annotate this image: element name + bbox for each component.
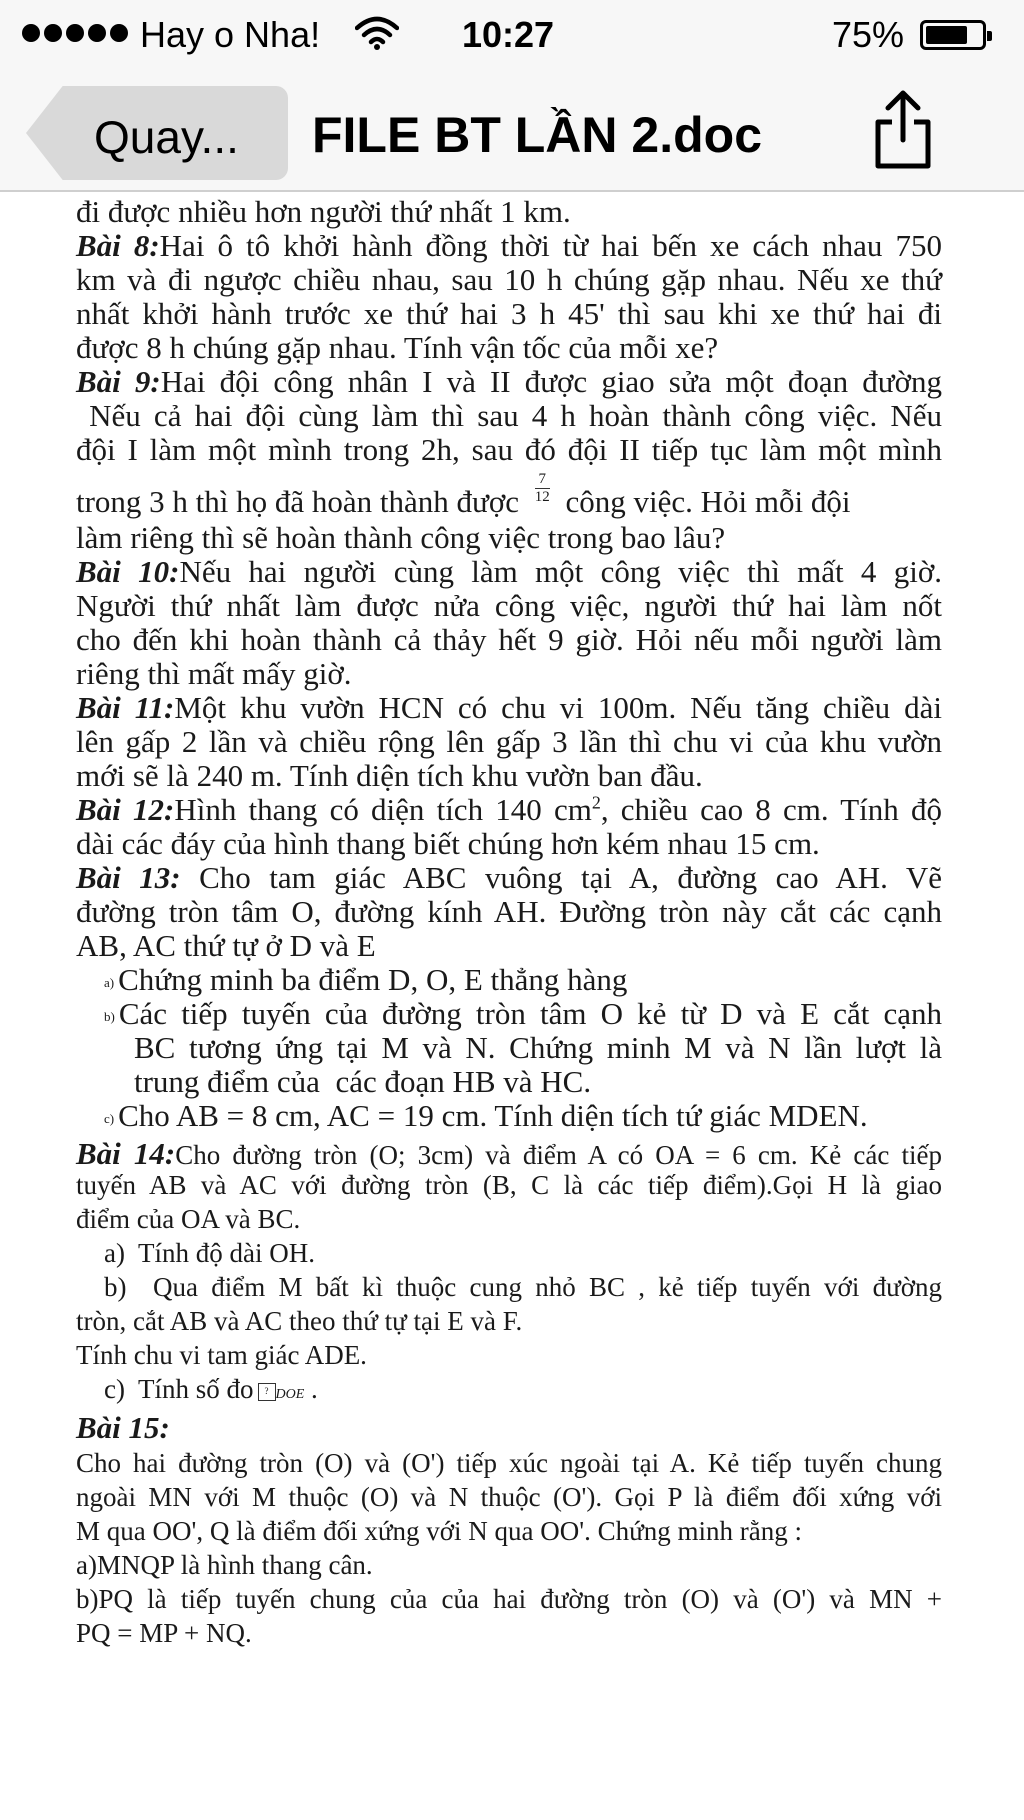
- fraction: $\frac{7}{12}$: [534, 471, 550, 506]
- text-line: Cho hai đường tròn (O) và (O') tiếp xúc ngoài tại A. Kẻ tiếp tuyến chung: [76, 1448, 942, 1478]
- text-line: riêng thì mất mấy giờ.: [76, 656, 352, 691]
- text-line: c) Tính số đo ? DOE .: [104, 1374, 318, 1404]
- exercise-14-line: Bài 14:Cho đường tròn (O; 3cm) và điểm A có OA = 6 cm. Kẻ các tiếp: [76, 1136, 942, 1171]
- exercise-9-line: Bài 9:Hai đội công nhân I và II được giao sửa một đoạn đường: [76, 364, 942, 399]
- text-line: cho đến khi hoàn thành cả thảy hết 9 giờ. Hỏi nếu mỗi người làm: [76, 622, 942, 657]
- exercise-label: Bài 9:: [76, 364, 161, 399]
- battery-percent: 75%: [832, 14, 905, 55]
- text-line: a) Tính độ dài OH.: [104, 1238, 315, 1268]
- text-line: Tính chu vi tam giác ADE.: [76, 1340, 367, 1370]
- text-line: Nếu cả hai đội cùng làm thì sau 4 h hoàn thành công việc. Nếu: [76, 398, 942, 433]
- document-body[interactable]: [0, 192, 1024, 1820]
- exercise-12-line: Bài 12:Hình thang có diện tích 140 $cm^2$, chiều cao 8 cm. Tính độ: [76, 792, 942, 827]
- exercise-11-line: Bài 11:Một khu vườn HCN có chu vi 100m. Nếu tăng chiều dài: [76, 690, 942, 725]
- exercise-13-line: Bài 13: Cho tam giác ABC vuông tại A, đường cao AH. Vẽ: [76, 860, 942, 895]
- text-line: dài các đáy của hình thang biết chúng hơn kém nhau 15 cm.: [76, 826, 820, 861]
- exercise-label: Bài 12:: [76, 792, 175, 827]
- text-line: điểm của OA và BC.: [76, 1204, 301, 1234]
- text-line: mới sẽ là 240 m. Tính diện tích khu vườn ban đầu.: [76, 758, 703, 793]
- list-item: a) Chứng minh ba điểm D, O, E thẳng hàng: [104, 962, 628, 997]
- list-item: b) Các tiếp tuyến của đường tròn tâm O kẻ từ D và E cắt cạnh: [104, 996, 942, 1031]
- signal-dots-icon: [22, 24, 128, 42]
- document-title: FILE BT LẦN 2.doc: [312, 107, 762, 163]
- battery-fill: [926, 26, 967, 44]
- exercise-label: Bài 14:: [76, 1136, 176, 1171]
- carrier-name: Hay o Nha!: [140, 14, 321, 55]
- text-line: M qua OO', Q là điểm đối xứng với N qua OO'. Chứng minh rằng :: [76, 1516, 802, 1546]
- exercise-label: Bài 13:: [76, 860, 181, 895]
- text-line: đường tròn tâm O, đường kính AH. Đường tròn này cắt các cạnh: [76, 894, 942, 929]
- battery-icon: [920, 20, 986, 50]
- text-line-fraction: trong 3 h thì họ đã hoàn thành được $\frac{7}{12}$ công việc. Hỏi mỗi đội: [76, 471, 851, 519]
- navigation-bar: [0, 70, 1024, 192]
- text-line: BC tương ứng tại M và N. Chứng minh M và N lần lượt là: [134, 1030, 942, 1065]
- text-line: km và đi ngược chiều nhau, sau 10 h chúng gặp nhau. Nếu xe thứ: [76, 262, 942, 297]
- text-line: đội I làm một mình trong 2h, sau đó đội II tiếp tục làm một mình: [76, 432, 942, 467]
- text-line: nhất khởi hành trước xe thứ hai 3 h 45' thì sau khi xe thứ hai đi: [76, 296, 942, 331]
- text-line: Người thứ nhất làm được nửa công việc, người thứ hai làm nốt: [76, 588, 942, 623]
- text-line: lên gấp 2 lần và chiều rộng lên gấp 3 lần thì chu vi của khu vườn: [76, 724, 942, 759]
- text-line: PQ = MP + NQ.: [76, 1618, 252, 1648]
- exercise-15-line: [76, 1410, 170, 1446]
- wifi-icon: [355, 16, 399, 59]
- text-line: AB, AC thứ tự ở D và E: [76, 928, 376, 963]
- text-line: b) Qua điểm M bất kì thuộc cung nhỏ BC , kẻ tiếp tuyến với đường: [104, 1272, 942, 1302]
- clock-time: 10:27: [462, 14, 555, 55]
- list-item: c) Cho AB = 8 cm, AC = 19 cm. Tính diện tích tứ giác MDEN.: [104, 1098, 868, 1133]
- text-line: tròn, cắt AB và AC theo thứ tự tại E và F.: [76, 1306, 523, 1336]
- exercise-10-line: Bài 10:Nếu hai người cùng làm một công việc thì mất 4 giờ.: [76, 554, 942, 589]
- exercise-label: Bài 8:: [76, 228, 160, 263]
- exercise-8-line: Bài 8:Hai ô tô khởi hành đồng thời từ hai bến xe cách nhau 750: [76, 228, 942, 263]
- text-line: làm riêng thì sẽ hoàn thành công việc trong bao lâu?: [76, 520, 726, 555]
- exercise-label: Bài 11:: [76, 690, 175, 725]
- exercise-label: Bài 10:: [76, 554, 180, 589]
- text-line: b)PQ là tiếp tuyến chung của của hai đường tròn (O) và (O') và MN +: [76, 1584, 942, 1614]
- share-icon[interactable]: [868, 88, 938, 177]
- text-line: ngoài MN với M thuộc (O) và N thuộc (O'). Gọi P là điểm đối xứng với: [76, 1482, 942, 1512]
- exercise-label: Bài 15:: [76, 1410, 170, 1445]
- text-line: a)MNQP là hình thang cân.: [76, 1550, 373, 1580]
- back-button-label[interactable]: Quay...: [94, 111, 239, 163]
- text-line: tuyến AB và AC với đường tròn (B, C là các tiếp điểm).Gọi H là giao: [76, 1170, 942, 1200]
- missing-glyph-icon: ?: [258, 1383, 276, 1401]
- text-line: được 8 h chúng gặp nhau. Tính vận tốc của mỗi xe?: [76, 330, 719, 365]
- status-bar: [0, 0, 1024, 70]
- text-line: trung điểm của các đoạn HB và HC.: [134, 1064, 592, 1099]
- text-line: đi được nhiều hơn người thứ nhất 1 km.: [76, 194, 571, 229]
